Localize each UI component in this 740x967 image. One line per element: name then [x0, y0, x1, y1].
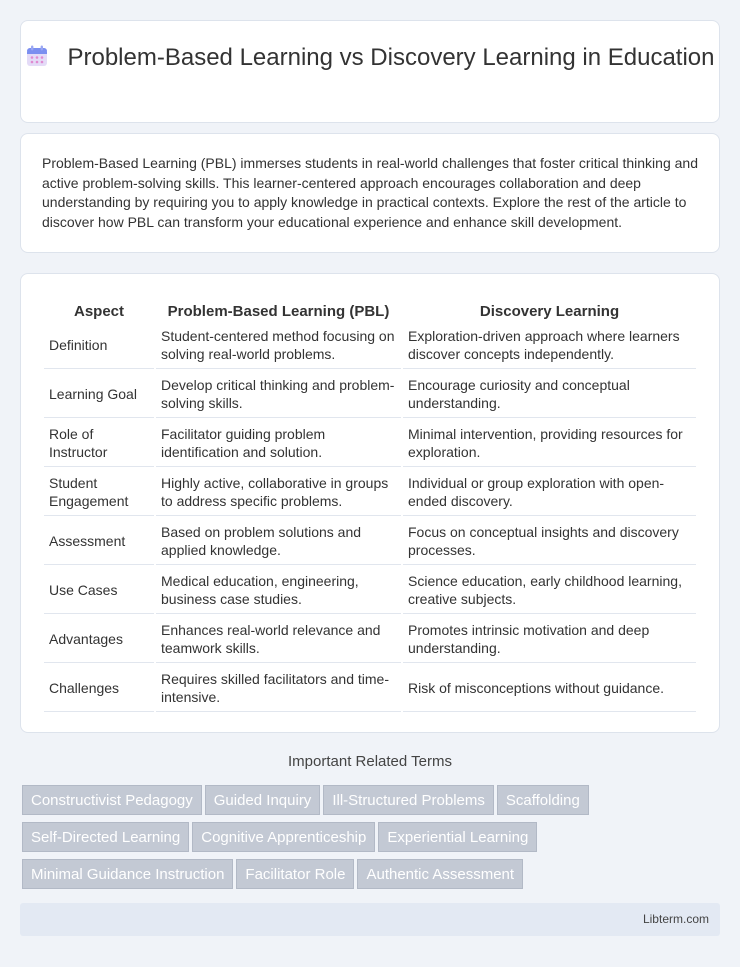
aspect-cell: Learning Goal [44, 371, 154, 418]
page-title [21, 43, 719, 73]
term-tag[interactable]: Minimal Guidance Instruction [22, 859, 233, 889]
table-row [44, 567, 696, 614]
discovery-cell: Exploration-driven approach where learners discover concepts independently. [403, 322, 696, 369]
footer [20, 903, 720, 936]
pbl-cell: Medical education, engineering, business case studies. [156, 567, 401, 614]
term-tag[interactable]: Facilitator Role [236, 859, 354, 889]
aspect-cell: Assessment [44, 518, 154, 565]
pbl-cell: Facilitator guiding problem identification and solution. [156, 420, 401, 467]
term-tag[interactable]: Constructivist Pedagogy [22, 785, 202, 815]
term-tag[interactable]: Scaffolding [497, 785, 589, 815]
aspect-cell: Advantages [44, 616, 154, 663]
aspect-cell: Student Engagement [44, 469, 154, 516]
aspect-cell: Definition [44, 322, 154, 369]
term-tag[interactable]: Cognitive Apprenticeship [192, 822, 375, 852]
footer-site-link[interactable]: Libterm.com [642, 912, 709, 926]
discovery-cell: Encourage curiosity and conceptual understanding. [403, 371, 696, 418]
pbl-cell: Student-centered method focusing on solving real-world problems. [156, 322, 401, 369]
pbl-cell: Develop critical thinking and problem-solving skills. [156, 371, 401, 418]
header-aspect: Aspect [73, 303, 125, 320]
title-card [20, 20, 720, 123]
comparison-table [42, 294, 698, 714]
term-tag[interactable]: Experiential Learning [378, 822, 537, 852]
intro-card [20, 133, 720, 253]
table-row [44, 518, 696, 565]
discovery-cell: Minimal intervention, providing resources for exploration. [403, 420, 696, 467]
aspect-cell: Use Cases [44, 567, 154, 614]
related-terms-list [22, 785, 722, 896]
related-terms-row [22, 822, 722, 859]
comparison-table-card [20, 273, 720, 733]
pbl-cell: Based on problem solutions and applied knowledge. [156, 518, 401, 565]
term-tag[interactable]: Authentic Assessment [357, 859, 523, 889]
term-tag[interactable]: Guided Inquiry [205, 785, 321, 815]
table-row [44, 616, 696, 663]
header-discovery: Discovery Learning [479, 303, 620, 320]
discovery-cell: Individual or group exploration with open-ended discovery. [403, 469, 696, 516]
table-row [44, 371, 696, 418]
discovery-cell: Risk of misconceptions without guidance. [403, 665, 696, 712]
pbl-cell: Highly active, collaborative in groups to address specific problems. [156, 469, 401, 516]
intro-paragraph: Problem-Based Learning (PBL) immerses students in real-world challenges that foster critical thinking and active problem-solving skills. This learner-centered approach encourages collaboration and deep understanding by requiring you to apply knowledge in practical contexts. Explore the rest of the article to discover how PBL can transform your educational experience and enhance skill development. [42, 155, 698, 230]
table-row [44, 665, 696, 712]
term-tag[interactable]: Ill-Structured Problems [323, 785, 494, 815]
calendar-icon [25, 44, 49, 68]
aspect-cell: Challenges [44, 665, 154, 712]
pbl-cell: Enhances real-world relevance and teamwork skills. [156, 616, 401, 663]
table-row [44, 322, 696, 369]
table-row [44, 469, 696, 516]
discovery-cell: Focus on conceptual insights and discovery processes. [403, 518, 696, 565]
page-title-text: Problem-Based Learning vs Discovery Learning in Education [67, 44, 715, 71]
related-terms-title: Important Related Terms [288, 753, 452, 770]
related-terms-row [22, 785, 722, 822]
related-terms-row [22, 859, 722, 896]
discovery-cell: Promotes intrinsic motivation and deep understanding. [403, 616, 696, 663]
table-header-row [44, 296, 696, 320]
pbl-cell: Requires skilled facilitators and time-intensive. [156, 665, 401, 712]
term-tag[interactable]: Self-Directed Learning [22, 822, 189, 852]
discovery-cell: Science education, early childhood learning, creative subjects. [403, 567, 696, 614]
aspect-cell: Role of Instructor [44, 420, 154, 467]
header-pbl: Problem-Based Learning (PBL) [167, 303, 390, 320]
table-row [44, 420, 696, 467]
